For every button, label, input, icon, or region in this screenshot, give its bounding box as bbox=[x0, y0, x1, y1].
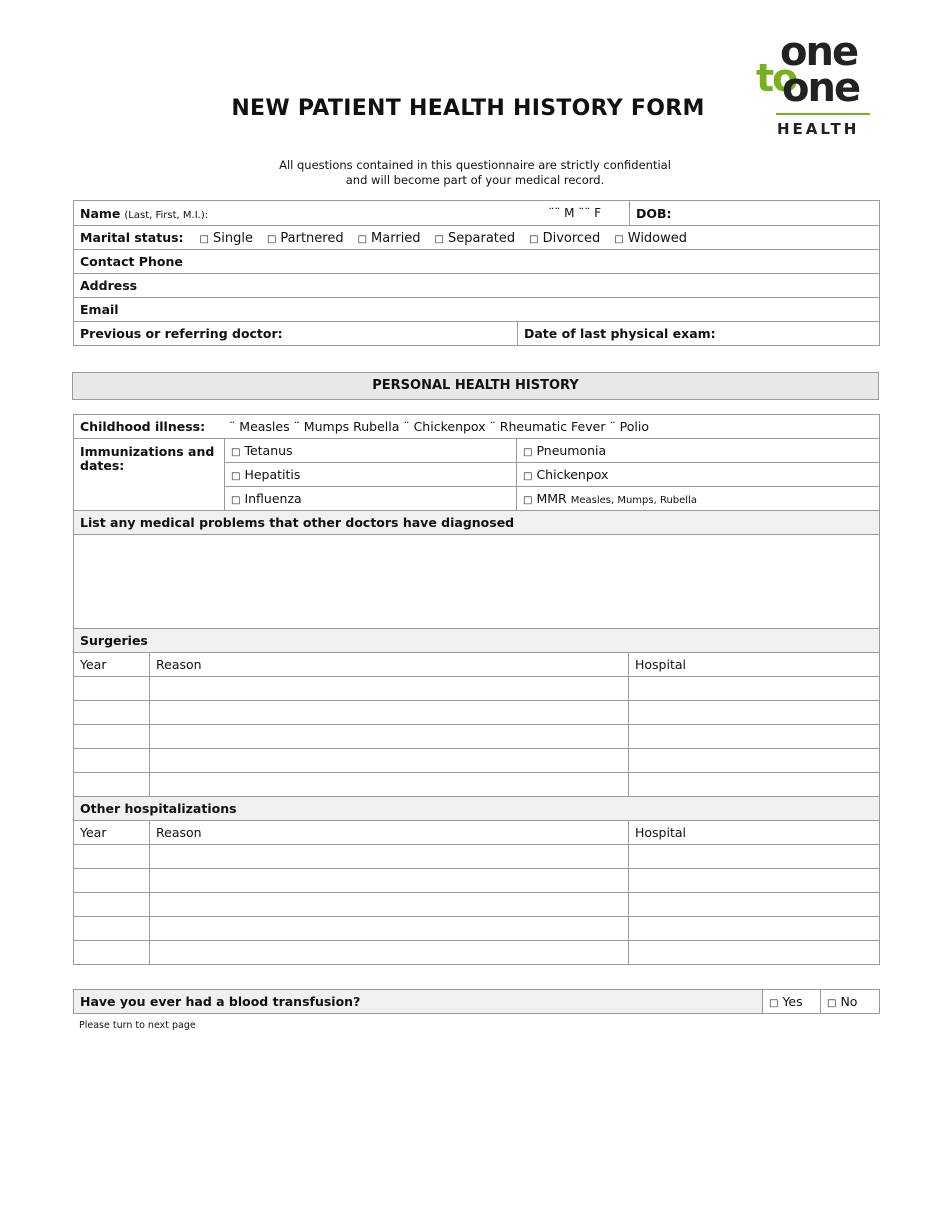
surgery-hospital-cell[interactable] bbox=[629, 701, 880, 725]
table-row bbox=[74, 701, 880, 725]
marital-option-partnered[interactable]: □ Partnered bbox=[266, 230, 344, 246]
dob-field[interactable]: DOB: bbox=[630, 201, 880, 226]
table-row bbox=[74, 749, 880, 773]
surgery-reason-cell[interactable] bbox=[150, 677, 629, 701]
surgeries-title: Surgeries bbox=[74, 629, 880, 653]
marital-option-separated[interactable]: □ Separated bbox=[434, 230, 516, 246]
marital-option-single[interactable]: □ Single bbox=[199, 230, 253, 246]
logo bbox=[752, 30, 874, 140]
transfusion-no-option[interactable]: □ No bbox=[821, 990, 880, 1014]
hospitalization-hospital-cell[interactable] bbox=[629, 917, 880, 941]
surgery-year-cell[interactable] bbox=[74, 677, 150, 701]
transfusion-yes-option[interactable]: □ Yes bbox=[763, 990, 821, 1014]
table-row bbox=[74, 725, 880, 749]
table-row bbox=[74, 773, 880, 797]
surgery-reason-cell[interactable] bbox=[150, 773, 629, 797]
childhood-options[interactable]: ¨ Measles ¨ Mumps Rubella ¨ Chickenpox ¨ Rheumatic Fever ¨ Polio bbox=[229, 419, 650, 434]
surgery-reason-cell[interactable] bbox=[150, 749, 629, 773]
mmr-detail: Measles, Mumps, Rubella bbox=[570, 495, 697, 506]
surgery-reason-cell[interactable] bbox=[150, 701, 629, 725]
personal-history-table bbox=[73, 414, 880, 965]
hospitalization-year-cell[interactable] bbox=[74, 869, 150, 893]
name-label: Name bbox=[80, 205, 121, 221]
table-row bbox=[74, 845, 880, 869]
footer-note: Please turn to next page bbox=[79, 1020, 196, 1031]
surgery-year-cell[interactable] bbox=[74, 773, 150, 797]
logo-word-one-bottom: one bbox=[782, 65, 860, 111]
hospitalization-reason-cell[interactable] bbox=[150, 893, 629, 917]
medical-problems-label: List any medical problems that other doctors have diagnosed bbox=[74, 511, 880, 535]
medical-problems-input[interactable] bbox=[74, 535, 880, 629]
surgery-year-cell[interactable] bbox=[74, 749, 150, 773]
surgeries-col-reason: Reason bbox=[150, 653, 629, 677]
marital-option-divorced[interactable]: □ Divorced bbox=[529, 230, 601, 246]
surgery-hospital-cell[interactable] bbox=[629, 725, 880, 749]
address-field[interactable]: Address bbox=[74, 274, 880, 298]
surgery-year-cell[interactable] bbox=[74, 725, 150, 749]
table-row bbox=[74, 869, 880, 893]
table-row bbox=[74, 941, 880, 965]
email-field[interactable]: Email bbox=[74, 298, 880, 322]
hospitalizations-title: Other hospitalizations bbox=[74, 797, 880, 821]
name-hint: (Last, First, M.I.): bbox=[124, 209, 209, 221]
hospitalization-year-cell[interactable] bbox=[74, 893, 150, 917]
immunization-mmr[interactable]: □ MMR Measles, Mumps, Rubella bbox=[517, 487, 880, 511]
last-physical-field[interactable]: Date of last physical exam: bbox=[518, 322, 880, 346]
hospitalization-reason-cell[interactable] bbox=[150, 845, 629, 869]
surgery-hospital-cell[interactable] bbox=[629, 677, 880, 701]
hospitalization-reason-cell[interactable] bbox=[150, 869, 629, 893]
note-line-1: All questions contained in this questionnaire are strictly confidential bbox=[279, 158, 671, 172]
surgeries-col-hospital: Hospital bbox=[629, 653, 880, 677]
immunization-hepatitis[interactable]: □ Hepatitis bbox=[225, 463, 517, 487]
hospitalization-hospital-cell[interactable] bbox=[629, 941, 880, 965]
hospitalizations-col-reason: Reason bbox=[150, 821, 629, 845]
immunizations-label: Immunizations and dates: bbox=[74, 439, 225, 511]
hospitalization-year-cell[interactable] bbox=[74, 941, 150, 965]
hospitalization-hospital-cell[interactable] bbox=[629, 893, 880, 917]
logo-word-one-top: one bbox=[780, 29, 858, 75]
referring-doctor-field[interactable]: Previous or referring doctor: bbox=[74, 322, 518, 346]
immunization-chickenpox[interactable]: □ Chickenpox bbox=[517, 463, 880, 487]
surgery-hospital-cell[interactable] bbox=[629, 773, 880, 797]
personal-health-history-header: PERSONAL HEALTH HISTORY bbox=[72, 372, 879, 400]
page-title: NEW PATIENT HEALTH HISTORY FORM bbox=[231, 96, 705, 121]
surgery-reason-cell[interactable] bbox=[150, 725, 629, 749]
patient-info-table bbox=[73, 200, 880, 346]
hospitalizations-col-hospital: Hospital bbox=[629, 821, 880, 845]
hospitalization-year-cell[interactable] bbox=[74, 845, 150, 869]
logo-word-to: to bbox=[756, 56, 797, 100]
hospitalization-hospital-cell[interactable] bbox=[629, 869, 880, 893]
hospitalization-reason-cell[interactable] bbox=[150, 941, 629, 965]
logo-health: HEALTH bbox=[777, 120, 860, 138]
hospitalization-hospital-cell[interactable] bbox=[629, 845, 880, 869]
transfusion-question: Have you ever had a blood transfusion? bbox=[74, 990, 763, 1014]
hospitalization-reason-cell[interactable] bbox=[150, 917, 629, 941]
marital-status-row bbox=[74, 226, 880, 250]
marital-option-married[interactable]: □ Married bbox=[357, 230, 421, 246]
immunization-tetanus[interactable]: □ Tetanus bbox=[225, 439, 517, 463]
table-row bbox=[74, 893, 880, 917]
childhood-illness-row bbox=[74, 415, 880, 439]
surgery-year-cell[interactable] bbox=[74, 701, 150, 725]
marital-label: Marital status: bbox=[80, 229, 184, 245]
hospitalization-year-cell[interactable] bbox=[74, 917, 150, 941]
confidentiality-note bbox=[0, 158, 950, 188]
marital-option-widowed[interactable]: □ Widowed bbox=[614, 230, 688, 246]
contact-phone-field[interactable]: Contact Phone bbox=[74, 250, 880, 274]
childhood-label: Childhood illness: bbox=[80, 419, 206, 434]
surgery-hospital-cell[interactable] bbox=[629, 749, 880, 773]
table-row bbox=[74, 677, 880, 701]
surgeries-col-year: Year bbox=[74, 653, 150, 677]
name-field[interactable] bbox=[74, 201, 630, 226]
hospitalizations-col-year: Year bbox=[74, 821, 150, 845]
immunization-influenza[interactable]: □ Influenza bbox=[225, 487, 517, 511]
note-line-2: and will become part of your medical record. bbox=[345, 173, 605, 187]
logo-divider bbox=[776, 113, 870, 115]
immunization-pneumonia[interactable]: □ Pneumonia bbox=[517, 439, 880, 463]
transfusion-table bbox=[73, 989, 880, 1014]
sex-options[interactable]: ¨¨ M ¨¨ F bbox=[548, 205, 602, 220]
table-row bbox=[74, 917, 880, 941]
